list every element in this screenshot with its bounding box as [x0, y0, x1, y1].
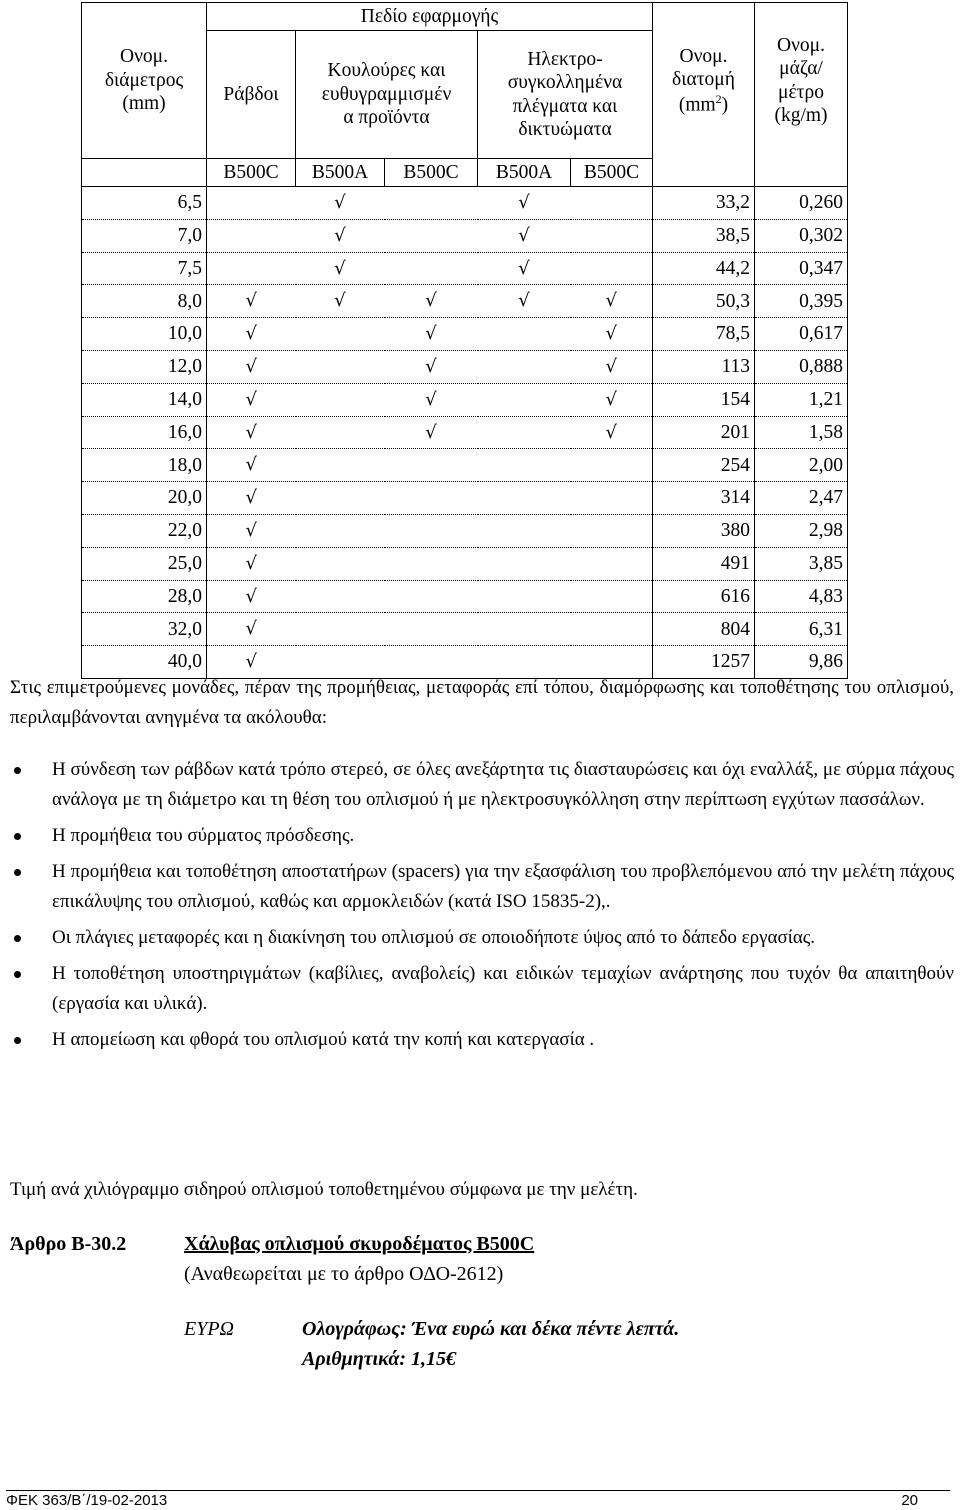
diameter-cell: 7,0 [82, 219, 207, 252]
bullet-icon [14, 935, 21, 942]
bullet-icon [14, 767, 21, 774]
application-check-cell [571, 219, 653, 252]
table-row [82, 416, 848, 449]
application-check-cell: √ [425, 421, 437, 443]
application-check-cell [478, 350, 571, 383]
price-in-words: Ολογράφως: Ένα ευρώ και δέκα πέντε λεπτά. [302, 1318, 680, 1340]
table-row [82, 318, 848, 351]
application-check-cell: √ [207, 613, 296, 646]
application-check-cell: √ [334, 290, 346, 312]
application-check-cell [385, 187, 478, 220]
application-check-cell: √ [207, 514, 296, 547]
application-check-cell [385, 547, 478, 580]
application-check-cell: √ [571, 416, 653, 449]
application-check-cell [478, 449, 571, 482]
list-item-text: Η απομείωση και φθορά του οπλισμού κατά την κοπή και κατεργασία . [52, 1029, 595, 1050]
application-check-cell: √ [207, 646, 296, 679]
application-check-cell [296, 318, 385, 351]
mass-cell: 1,21 [755, 383, 848, 416]
table-row [82, 514, 848, 547]
article-number: Άρθρο Β-30.2 [10, 1233, 127, 1255]
footer-divider [6, 1490, 950, 1491]
mass-cell: 1,58 [755, 416, 848, 449]
diameter-cell: 40,0 [82, 646, 207, 679]
table-row [82, 449, 848, 482]
application-check-cell: √ [334, 224, 346, 246]
list-item [10, 923, 954, 953]
section-area-cell: 254 [653, 449, 755, 482]
application-check-cell: √ [207, 449, 296, 482]
header-diameter: Ονομ. διάμετρος (mm) [82, 3, 207, 159]
application-check-cell [478, 482, 571, 515]
article-subtitle: (Αναθεωρείται με το άρθρο ΟΔΟ-2612) [184, 1263, 504, 1285]
diameter-cell: 32,0 [82, 613, 207, 646]
application-check-cell: √ [207, 416, 296, 449]
table-row [82, 383, 848, 416]
section-area-cell: 33,2 [653, 187, 755, 220]
application-check-cell: √ [571, 383, 653, 416]
table-row [82, 252, 848, 285]
mass-cell: 6,31 [755, 613, 848, 646]
mass-cell: 2,47 [755, 482, 848, 515]
mass-cell: 4,83 [755, 580, 848, 613]
application-check-cell [571, 482, 653, 515]
diameter-cell: 16,0 [82, 416, 207, 449]
mass-cell: 9,86 [755, 646, 848, 679]
header-field-of-application: Πεδίο εφαρμογής [207, 3, 653, 31]
application-check-cell: √ [425, 290, 437, 312]
section-area-cell: 78,5 [653, 318, 755, 351]
intro-paragraph: Στις επιμετρούμενες μονάδες, πέραν της προμήθειας, μεταφοράς επί τόπου, διαμόρφωσης και τοποθέτησης του οπλισμού, περιλαμβάνονται ανηγμένα τα ακόλουθα: [10, 677, 954, 728]
application-check-cell [296, 613, 385, 646]
application-check-cell [296, 383, 385, 416]
grade-label: B500A [478, 159, 571, 187]
mass-cell: 2,98 [755, 514, 848, 547]
table-row [82, 219, 848, 252]
application-check-cell: √ [207, 547, 296, 580]
list-item [10, 755, 954, 815]
list-item [10, 959, 954, 1019]
list-item-text: Η τοποθέτηση υποστηριγμάτων (καβίλιες, αναβολείς) και ειδικών τεμαχίων ανάρτησης που τυχόν θα απαιτηθούν (εργασία και υλικά). [52, 963, 954, 1014]
diameter-cell: 20,0 [82, 482, 207, 515]
section-area-cell: 50,3 [653, 285, 755, 318]
section-area-cell: 154 [653, 383, 755, 416]
application-check-cell [207, 252, 296, 285]
application-check-cell [385, 482, 478, 515]
table-row [82, 580, 848, 613]
diameter-cell: 14,0 [82, 383, 207, 416]
application-check-cell: √ [571, 318, 653, 351]
application-check-cell: √ [571, 285, 653, 318]
application-check-cell [571, 187, 653, 220]
section-area-cell: 314 [653, 482, 755, 515]
diameter-cell: 8,0 [82, 285, 207, 318]
header-mass: Ονομ. μάζα/ μέτρο (kg/m) [755, 3, 848, 159]
table-row [82, 350, 848, 383]
application-check-cell: √ [518, 224, 530, 246]
application-check-cell: √ [207, 580, 296, 613]
mass-cell: 0,617 [755, 318, 848, 351]
table-row [82, 482, 848, 515]
section-area-cell: 804 [653, 613, 755, 646]
application-check-cell: √ [425, 323, 437, 345]
application-check-cell [571, 613, 653, 646]
table-row [82, 613, 848, 646]
application-check-cell [478, 580, 571, 613]
application-check-cell [385, 580, 478, 613]
application-check-cell [478, 318, 571, 351]
section-area-cell: 1257 [653, 646, 755, 679]
header-section: Ονομ. διατομή $(mm^2)$ [653, 3, 755, 159]
application-check-cell: √ [518, 290, 530, 312]
application-check-cell [296, 580, 385, 613]
application-check-cell [207, 187, 296, 220]
mass-cell: 0,260 [755, 187, 848, 220]
diameter-cell: 18,0 [82, 449, 207, 482]
header-bars: Ράβδοι [207, 31, 296, 159]
application-check-cell [385, 449, 478, 482]
list-item [10, 821, 954, 851]
application-check-cell [296, 514, 385, 547]
application-check-cell [296, 350, 385, 383]
application-check-cell: √ [207, 383, 296, 416]
list-item-text: Η σύνδεση των ράβδων κατά τρόπο στερεό, σε όλες ανεξάρτητα τις διασταυρώσεις και όχι εναλλάξ, με σύρμα πάχους ανάλογα με τη διάμετρο και τη θέση του οπλισμού ή με ηλεκτροσυγκόλληση στην περίπτωση εγχύτων πασσάλων. [52, 759, 954, 810]
mass-cell: 3,85 [755, 547, 848, 580]
application-check-cell: √ [518, 192, 530, 214]
bullet-icon [14, 1037, 21, 1044]
application-check-cell [385, 219, 478, 252]
application-check-cell: √ [518, 257, 530, 279]
application-check-cell [478, 547, 571, 580]
grade-row-spacer [82, 159, 207, 187]
application-check-cell [296, 416, 385, 449]
application-check-cell [296, 449, 385, 482]
application-check-cell [571, 580, 653, 613]
section-area-cell: 616 [653, 580, 755, 613]
application-check-cell [571, 252, 653, 285]
mass-cell: 0,395 [755, 285, 848, 318]
application-check-cell [296, 547, 385, 580]
application-check-cell: √ [334, 192, 346, 214]
page-number: 20 [901, 1492, 918, 1509]
table-body [82, 187, 848, 679]
list-item-text: Η προμήθεια του σύρματος πρόσδεσης. [52, 825, 355, 846]
grade-label: B500C [385, 159, 478, 187]
diameter-cell: 10,0 [82, 318, 207, 351]
grade-row-spacer [755, 159, 848, 187]
header-coils: Κουλούρες και ευθυγραμμισμέν α προϊόντα [296, 31, 478, 159]
section-area-cell: 44,2 [653, 252, 755, 285]
diameter-cell: 28,0 [82, 580, 207, 613]
application-check-cell [478, 613, 571, 646]
mass-cell: 0,302 [755, 219, 848, 252]
diameter-cell: 25,0 [82, 547, 207, 580]
diameter-cell: 12,0 [82, 350, 207, 383]
diameter-cell: 22,0 [82, 514, 207, 547]
application-check-cell: √ [334, 257, 346, 279]
application-check-cell [571, 514, 653, 547]
list-item [10, 1025, 954, 1055]
section-area-cell: 38,5 [653, 219, 755, 252]
table-row [82, 547, 848, 580]
diameter-cell: 6,5 [82, 187, 207, 220]
diameter-cell: 7,5 [82, 252, 207, 285]
application-check-cell [478, 383, 571, 416]
application-check-cell [478, 514, 571, 547]
section-area-cell: 380 [653, 514, 755, 547]
section-area-cell: 491 [653, 547, 755, 580]
application-check-cell: √ [207, 285, 296, 318]
application-check-cell [571, 547, 653, 580]
price-numeric: Αριθμητικά: 1,15€ [302, 1348, 457, 1370]
application-check-cell [385, 252, 478, 285]
application-check-cell [385, 613, 478, 646]
section-area-cell: 113 [653, 350, 755, 383]
grade-label: B500C [571, 159, 653, 187]
mass-cell: 0,888 [755, 350, 848, 383]
grade-label: B500A [296, 159, 385, 187]
header-mesh: Ηλεκτρο- συγκολλημένα πλέγματα και δικτυώματα [478, 31, 653, 159]
article-title: Χάλυβας οπλισμού σκυροδέματος Β500C [184, 1233, 535, 1255]
spec-table [81, 2, 848, 679]
table-row [82, 187, 848, 220]
section-area-cell: 201 [653, 416, 755, 449]
application-check-cell: √ [207, 350, 296, 383]
application-check-cell [207, 219, 296, 252]
list-item-text: Οι πλάγιες μεταφορές και η διακίνηση του οπλισμού σε οποιοδήποτε ύψος από το δάπεδο εργασίας. [52, 927, 816, 948]
application-check-cell [296, 482, 385, 515]
bullet-icon [14, 833, 21, 840]
currency-label: ΕΥΡΩ [184, 1318, 235, 1340]
grade-row-spacer [653, 159, 755, 187]
footer-gazette: ΦΕΚ 363/Β΄/19-02-2013 [6, 1492, 168, 1509]
bullet-icon [14, 869, 21, 876]
grade-label: B500C [207, 159, 296, 187]
list-item-text: Η προμήθεια και τοποθέτηση αποστατήρων (spacers) για την εξασφάλιση του προβλεπόμενου από την μελέτη πάχους επικάλυψης του οπλισμού, καθώς και αρμοκλειδών (κατά ISO 15835-2),. [52, 861, 954, 912]
table-row [82, 285, 848, 318]
list-item [10, 857, 954, 917]
application-check-cell: √ [425, 388, 437, 410]
application-check-cell: √ [207, 318, 296, 351]
application-check-cell: √ [207, 482, 296, 515]
application-check-cell [571, 449, 653, 482]
mass-cell: 2,00 [755, 449, 848, 482]
application-check-cell: √ [571, 350, 653, 383]
application-check-cell: √ [425, 356, 437, 378]
mass-cell: 0,347 [755, 252, 848, 285]
price-text: Τιμή ανά χιλιόγραμμο σιδηρού οπλισμού τοποθετημένου σύμφωνα με την μελέτη. [10, 1179, 638, 1200]
inclusions-list [10, 755, 954, 1061]
application-check-cell [385, 514, 478, 547]
bullet-icon [14, 971, 21, 978]
application-check-cell [478, 416, 571, 449]
